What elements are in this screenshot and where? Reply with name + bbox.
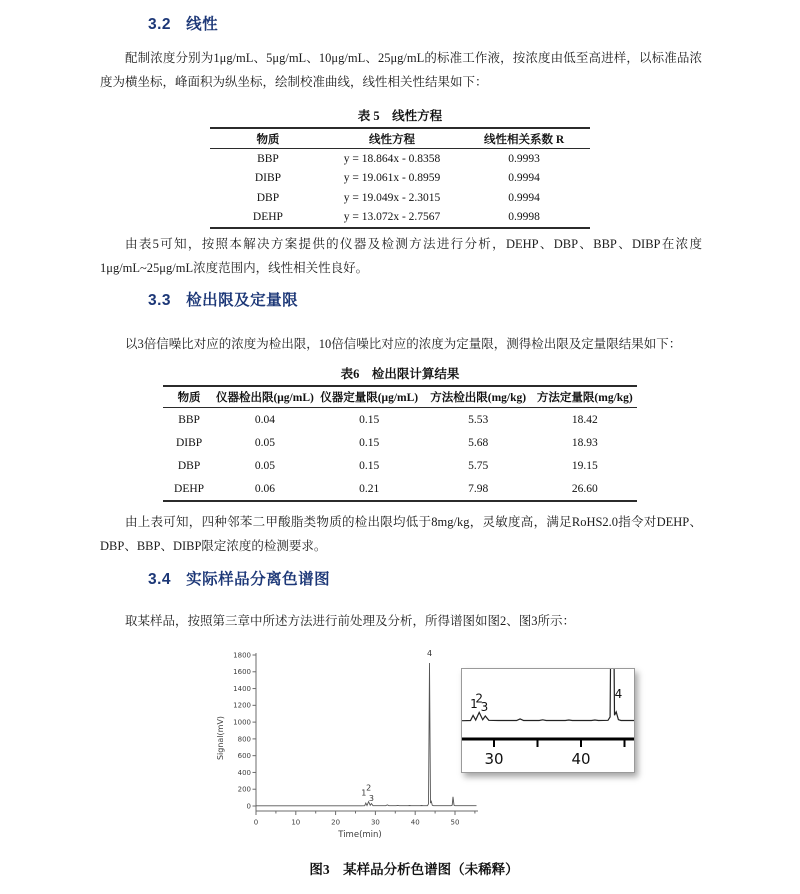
svg-text:Signal(mV): Signal(mV) [216,715,225,761]
svg-text:20: 20 [331,818,341,827]
svg-text:1400: 1400 [233,684,251,693]
table-cell: y = 19.061x - 0.8959 [343,172,441,185]
svg-text:4: 4 [614,686,623,701]
svg-text:200: 200 [237,785,251,794]
table-cell: DBP [177,459,201,472]
table-cell: 0.9998 [508,211,540,224]
svg-text:2: 2 [475,691,484,706]
table-5-linearity [210,106,590,229]
table-cell: 5.53 [468,413,489,426]
table-header-cell: 方法定量限(mg/kg) [536,392,633,404]
svg-text:1000: 1000 [233,718,251,727]
svg-text:2: 2 [366,783,372,793]
table-header-cell: 仪器检出限(μg/mL) [215,392,314,404]
table-cell: 0.21 [359,482,380,495]
section-title: 线性 [186,16,219,33]
table-cell: DBP [256,191,280,204]
section-heading-sample-chromatogram [148,567,330,589]
table-header-cell: 线性方程 [369,133,415,146]
table-cell: 0.15 [359,413,380,426]
paragraph-sample-intro: 取某样品，按照第三章中所述方法进行前处理及分析，所得谱图如图2、图3所示： [125,614,576,628]
svg-text:1: 1 [361,788,367,798]
table-cell: 0.15 [359,459,380,472]
chromatogram-inset [461,668,635,773]
table-cell: DIBP [254,172,282,185]
table-cell: 19.15 [571,459,598,472]
svg-text:30: 30 [370,818,380,827]
svg-text:30: 30 [484,750,504,768]
table-cell: 7.98 [468,482,489,495]
table-row [210,169,590,189]
table-cell: 18.93 [571,436,598,449]
table-row [163,454,637,477]
table-row [210,149,590,169]
svg-text:40: 40 [410,818,420,827]
section-title: 实际样品分离色谱图 [186,571,331,588]
table-cell: 0.04 [254,413,275,426]
table-cell: BBP [178,413,200,426]
svg-text:800: 800 [237,735,251,744]
section-number: 3.2 [148,16,172,33]
svg-text:400: 400 [237,768,251,777]
svg-text:50: 50 [450,818,460,827]
svg-text:Time(min): Time(min) [338,830,382,840]
paragraph-lod-intro: 以3倍信噪比对应的浓度为检出限，10倍信噪比对应的浓度为定量限，测得检出限及定量限结果如下： [125,337,682,351]
table-cell: BBP [257,152,279,165]
chromatogram-inset-chart [462,669,634,772]
table-cell: 0.15 [359,436,380,449]
svg-text:1200: 1200 [233,701,251,710]
svg-text:0: 0 [246,802,251,811]
table-header-cell: 线性相关系数 R [483,133,565,146]
table-cell: DIBP [175,436,203,449]
section-title: 检出限及定量限 [186,292,299,309]
section-heading-lod [148,288,298,310]
table-6-title: 表6 检出限计算结果 [340,367,460,381]
table-6-lod [163,364,637,502]
svg-text:1800: 1800 [233,651,251,660]
svg-text:600: 600 [237,752,251,761]
table-row [210,188,590,208]
table-cell: 5.75 [468,459,489,472]
section-number: 3.3 [148,292,172,309]
paragraph-table6-conclusion: 由上表可知，四种邻苯二甲酸脂类物质的检出限均低于8mg/kg，灵敏度高，满足RoHS2.0指令对DEHP、DBP、BBP、DIBP限定浓度的检测要求。 [100,515,702,553]
table-cell: 5.68 [468,436,489,449]
section-heading-linearity [148,12,218,34]
table-cell: 0.9994 [508,172,540,185]
table-cell: 0.9993 [508,152,540,165]
chromatogram-chart [210,648,482,848]
table-row [210,208,590,229]
table-cell: 26.60 [571,482,598,495]
table-row [163,477,637,501]
svg-text:3: 3 [368,793,374,803]
table-cell: 0.9994 [508,191,540,204]
table-header-cell: 方法检出限(mg/kg) [430,392,527,404]
table-row [163,408,637,432]
svg-text:40: 40 [571,750,591,768]
table-cell: 0.06 [254,482,275,495]
table-cell: DEHP [252,211,283,224]
table-cell: 0.05 [254,436,275,449]
table-5-title: 表 5 线性方程 [357,109,443,123]
table-cell: DEHP [174,482,205,495]
figure-caption: 图3 某样品分析色谱图（未稀释） [309,862,519,877]
table-cell: y = 19.049x - 2.3015 [343,191,441,204]
table-cell: 0.05 [254,459,275,472]
paragraph-table5-conclusion: 由表5可知，按照本解决方案提供的仪器及检测方法进行分析，DEHP、DBP、BBP、DIBP在浓度1μg/mL~25μg/mL浓度范围内，线性相关性良好。 [100,237,702,275]
table-cell: y = 18.864x - 0.8358 [343,152,441,165]
table-cell: y = 13.072x - 2.7567 [343,211,441,224]
svg-text:3: 3 [480,699,489,714]
section-number: 3.4 [148,571,172,588]
svg-text:1: 1 [470,696,478,711]
table-row [163,431,637,454]
paragraph-linearity-intro: 配制浓度分别为1μg/mL、5μg/mL、10μg/mL、25μg/mL的标准工作液，按浓度由低至高进样，以标准品浓度为横坐标，峰面积为纵坐标，绘制校准曲线，线性相关性结果如下： [100,51,702,89]
svg-text:4: 4 [426,648,433,658]
table-header-cell: 物质 [177,392,201,404]
svg-text:0: 0 [253,818,259,827]
table-cell: 18.42 [571,413,598,426]
svg-text:10: 10 [291,818,301,827]
svg-text:1600: 1600 [233,668,251,677]
table-header-cell: 仪器定量限(μg/mL) [320,392,419,404]
table-header-cell: 物质 [256,133,280,146]
